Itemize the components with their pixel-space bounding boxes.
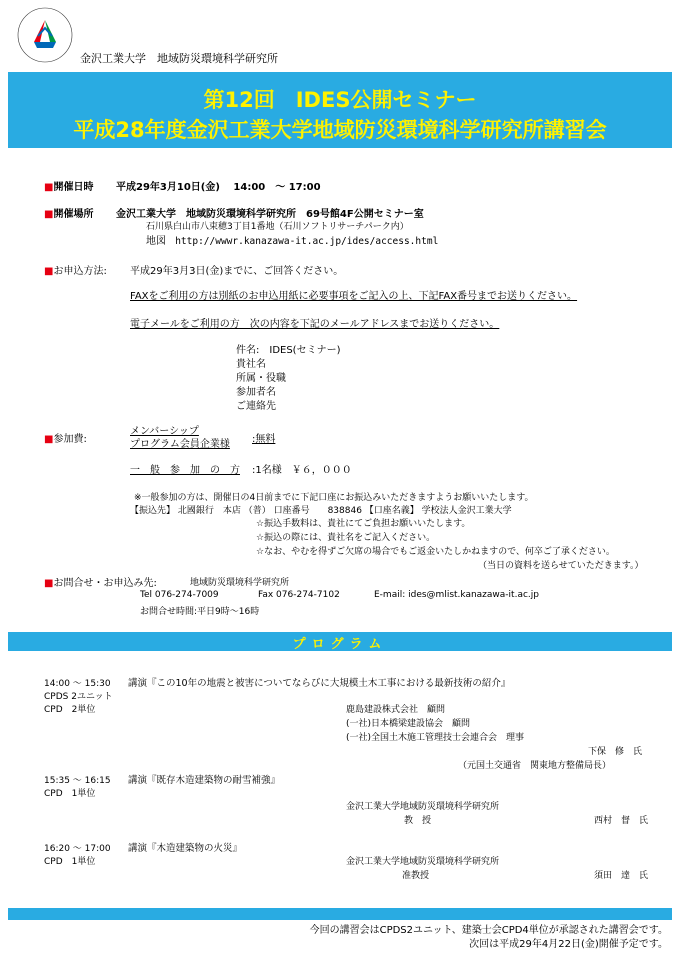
- fee-member-value: :無料: [252, 434, 276, 445]
- venue-row: [44, 205, 93, 220]
- session1-affiliation-2: (一社)日本橋梁建設協会 顧問: [346, 719, 471, 729]
- venue-label: 開催場所: [53, 209, 94, 220]
- session1-affiliation-1: 鹿島建設株式会社 顧問: [346, 705, 446, 715]
- fee-label: 参加費:: [53, 434, 87, 445]
- fee-member-label2: プログラム会員企業様: [130, 439, 230, 450]
- fee-member-label1: メンバーシップ: [130, 426, 199, 437]
- seminar-title: 第12回 IDES公開セミナー: [203, 88, 477, 112]
- date-label: 開催日時: [53, 182, 94, 193]
- contact-fax: Fax 076-274-7102: [258, 590, 340, 600]
- contact-email[interactable]: E-mail: ides@mlist.kanazawa-it.ac.jp: [374, 590, 539, 600]
- session1-affiliation-3: (一社)全国土木施工管理技士会連合会 理事: [346, 733, 525, 743]
- bullet-icon: ■: [44, 434, 54, 445]
- institute-logo: [16, 6, 74, 64]
- fee-note-2: ☆振込手数料は、貴社にてご負担お願いいたします。: [256, 519, 471, 529]
- session1-speaker-note: （元国土交通省 関東地方整備局長）: [458, 761, 612, 771]
- date-row: [44, 178, 93, 193]
- contact-tel: Tel 076-274-7009: [140, 590, 219, 600]
- bullet-icon: ■: [44, 266, 54, 277]
- map-link[interactable]: http://wwwr.kanazawa-it.ac.jp/ides/access.html: [175, 236, 439, 247]
- session2-speaker: 西村 督 氏: [594, 816, 649, 826]
- footer-note-1: 今回の講習会はCPDS2ユニット、建築士会CPD4単位が承認された講習会です。: [309, 925, 668, 936]
- contact-org: 地域防災環境科学研究所: [190, 578, 290, 588]
- session2-credit-cpd: CPD 1単位: [44, 789, 96, 799]
- map-label: 地図: [146, 236, 166, 247]
- fee-note-1: ※一般参加の方は、開催日の4日前までに下記口座にお振込みいただきますようお願いいたします。: [134, 493, 534, 503]
- session1-credit-cpd: CPD 2単位: [44, 705, 96, 715]
- fee-general-value: :1名様 ￥６，０００: [252, 465, 352, 476]
- session2-time: 15:35 ～ 16:15: [44, 776, 111, 786]
- map-line: [146, 232, 438, 247]
- session3-title: 講演『木造建築物の火災』: [128, 843, 243, 854]
- apply-email-note: 電子メールをご利用の方 次の内容を下記のメールアドレスまでお送りください。: [130, 319, 500, 330]
- apply-fax-note: FAXをご利用の方は別紙のお申込用紙に必要事項をご記入の上、下記FAX番号までお送りください。: [130, 291, 578, 302]
- session1-title: 講演『この10年の地震と被害についてならびに大規模土木工事における最新技術の紹介』: [128, 678, 511, 689]
- venue-address: 石川県白山市八束穂3丁目1番地（石川ソフトリサーチパーク内）: [146, 222, 409, 232]
- fee-note-4: ☆なお、やむを得ずご欠席の場合でもご返金いたしかねますので、何卒ご了承ください。: [256, 547, 615, 557]
- session3-speaker: 須田 達 氏: [594, 871, 649, 881]
- apply-field-company: 貴社名: [236, 359, 266, 370]
- fee-general-label: 一 般 参 加 の 方: [130, 465, 240, 476]
- fee-row: [44, 430, 87, 445]
- organization-name: 金沢工業大学 地域防災環境科学研究所: [80, 52, 278, 65]
- contact-hours: お問合せ時間:平日9時～16時: [140, 607, 260, 617]
- footer-bar: [8, 908, 672, 920]
- session3-affiliation: 金沢工業大学地域防災環境科学研究所: [346, 857, 500, 867]
- apply-row: [44, 262, 107, 277]
- contact-row: [44, 574, 157, 589]
- bullet-icon: ■: [44, 578, 54, 589]
- fee-note-bank: 【振込先】 北國銀行 本店 （普） 口座番号 838846 【口座名義】 学校法人金沢工業大学: [130, 506, 512, 516]
- session1-time: 14:00 ～ 15:30: [44, 679, 111, 689]
- seminar-subtitle: 平成28年度金沢工業大学地域防災環境科学研究所講習会: [73, 118, 607, 142]
- fee-note-3: ☆振込の際には、貴社名をご記入ください。: [256, 533, 436, 543]
- session3-role: 准教授: [402, 871, 430, 881]
- contact-label: お問合せ・お申込み先:: [53, 578, 157, 589]
- venue-value: 金沢工業大学 地域防災環境科学研究所 69号館4F公開セミナー室: [116, 209, 424, 220]
- session1-speaker: 下保 修 氏: [588, 747, 643, 757]
- session3-time: 16:20 ～ 17:00: [44, 844, 111, 854]
- date-value: 平成29年3月10日(金) 14:00 ～ 17:00: [116, 182, 321, 193]
- session2-role: 教 授: [404, 816, 432, 826]
- apply-field-subject: 件名: IDES(セミナー): [236, 345, 341, 356]
- apply-field-name: 参加者名: [236, 387, 276, 398]
- apply-field-dept: 所属・役職: [236, 373, 286, 384]
- session3-credit-cpd: CPD 1単位: [44, 857, 96, 867]
- program-title: プログラム: [292, 637, 388, 652]
- session2-title: 講演『既存木造建築物の耐雪補強』: [128, 775, 281, 786]
- bullet-icon: ■: [44, 209, 54, 220]
- apply-deadline: 平成29年3月3日(金)までに、ご回答ください。: [130, 266, 344, 277]
- fee-note-5: （当日の資料を送らせていただきます。）: [478, 561, 644, 571]
- bullet-icon: ■: [44, 182, 54, 193]
- apply-label: お申込方法:: [53, 266, 107, 277]
- session2-affiliation: 金沢工業大学地域防災環境科学研究所: [346, 802, 500, 812]
- footer-note-2: 次回は平成29年4月22日(金)開催予定です。: [469, 939, 668, 950]
- apply-field-contact: ご連絡先: [236, 401, 276, 412]
- session1-credit-cpds: CPDS 2ユニット: [44, 692, 113, 702]
